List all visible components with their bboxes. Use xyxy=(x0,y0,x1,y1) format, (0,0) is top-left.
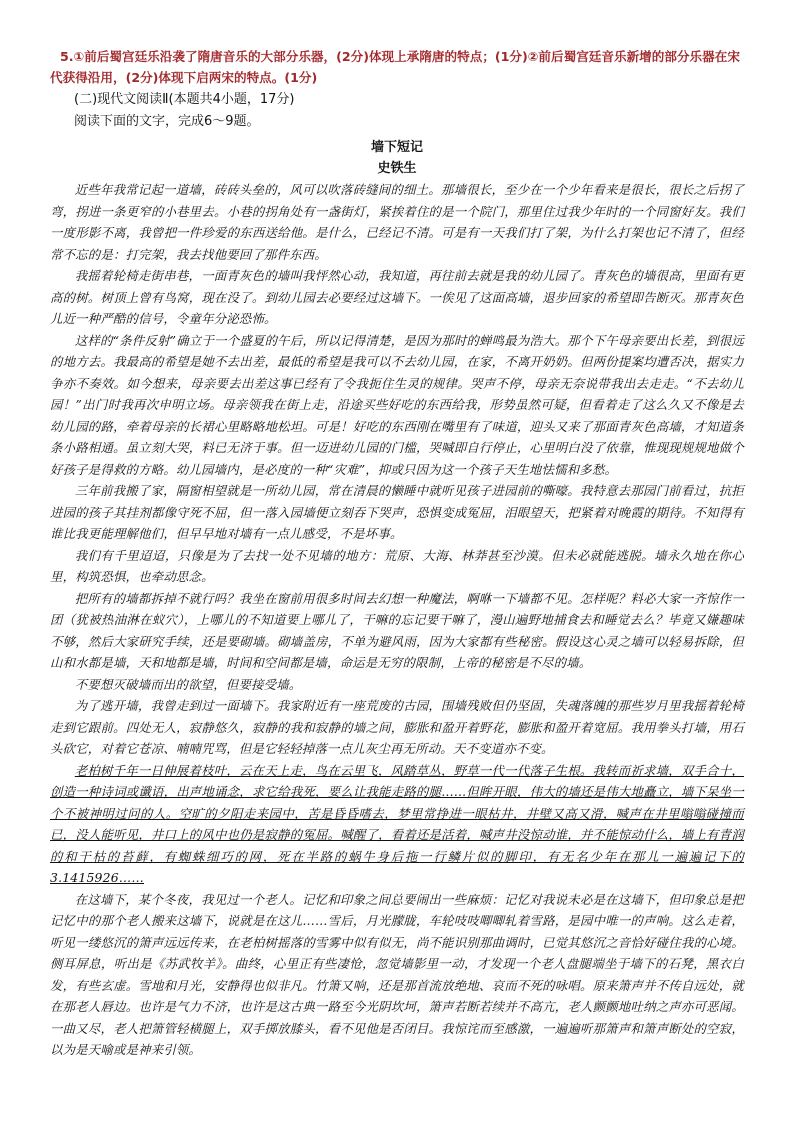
article-author: 史铁生 xyxy=(377,161,417,176)
answer-text: ①前后蜀宫廷乐沿袭了隋唐音乐的大部分乐器，(2分)体现上承隋唐的特点；(1分)②前后蜀宫廷音乐新增的部分乐器在宋代获得沿用，(2分)体现下启两宋的特点。(1分) xyxy=(50,49,740,85)
section-instruction: 阅读下面的文字，完成6～9题。 xyxy=(74,114,260,129)
answer-number: 5. xyxy=(60,49,74,64)
article-paragraph-4: 三年前我搬了家，隔窗相望就是一所幼儿园，常在清晨的懒睡中就听见孩子进园前的嘶嚎。我特意去那园门前看过，抗拒进园的孩子其挂剂都像守死不屈，但一落入园墙便立刻吞下哭声，恐惧变成冤屈，泪眼望天，把紧着对晚霞的期待。不知得有谁比我更能理解他们，但早早地对墙有一点儿感受，不是坏事。 xyxy=(50,483,744,541)
article-title: 墙下短记 xyxy=(370,140,423,155)
article-paragraph-2: 我摇着轮椅走街串巷，一面青灰色的墙叫我怦然心动，我知道，再往前去就是我的幼儿园了。青灰色的墙很高，里面有更高的树。树顶上曾有鸟窝，现在没了。到幼儿园去必要经过这墙下。一俟见了这面高墙，退步回家的希望即告断灭。那青灰色儿近一种严酷的信号，令童年分泌恐怖。 xyxy=(50,268,744,326)
article-paragraph-3: 这样的“条件反射”确立于一个盛夏的午后，所以记得清楚，是因为那时的蝉鸣最为浩大。那个下午母亲要出长差，到很远的地方去。我最高的希望是她不去出差，最低的希望是我可以不去幼儿园，在家，不离开奶奶。但两份提案均遭否决，据实力争亦不奏效。如今想来，母亲要去出差这事已经有了令我扼住生灵的规律。哭声不停，母亲无奈说带我出去走走。“不去幼儿园！”出门时我再次申明立场。母亲领我在街上走，沿途买些好吃的东西给我，形势虽然可疑，但看着走了这么久又不像是去幼儿园的路，牵着母亲的长裙心里略略地松坦。可是！好吃的东西刚在嘴里有了味道，迎头又来了那面青灰色高墙，才知道条条小路相通。虽立刻大哭，料已无济于事。但一迈进幼儿园的门槛，哭喊即自行停止，心里明白没了依靠，惟现现规规地做个好孩子是得救的方略。幼儿园墙内，是必度的一种“灾难”，抑或只因为这一个孩子天生地怯懦和多愁。 xyxy=(50,332,744,477)
article-paragraph-underlined: 老柏树千年一日伸展着枝叶，云在天上走，鸟在云里飞，风踏草丛，野草一代一代落子生根。我转而祈求墙，双手合十，创造一种诗词或谶语，出声地诵念，求它给我死，要么让我能走路的腿……但眸开眼，伟大的墙还是伟大地矗立，墙下呆坐一个不被神明过问的人。空旷的夕阳走来园中，苦是昏昏嗜去，梦里常挣进一眼枯井，井壁又高又滑，喊声在井里嗡嗡碰撞而已，没人能听见，井口上的风中也仍是寂静的冤屈。喊醒了，看着还是活着，喊声井没惊动谁，并不能惊动什么，墙上有青润的和干枯的苔藓，有蜘蛛细巧的网，死在半路的蜗牛身后拖一行鳞片似的脚印，有无名少年在那儿一遍遍记下的3.1415926…… xyxy=(50,762,744,885)
answer-paragraph xyxy=(50,46,744,88)
article-paragraph-8: 为了逃开墙，我曾走到过一面墙下。我家附近有一座荒废的古园，围墙残败但仍坚固，失魂落魄的那些岁月里我摇着轮椅走到它跟前。四处无人，寂静悠久，寂静的我和寂静的墙之间，膨胀和盈开着野花，膨胀和盈开着宽屈。我用拳头打墙，用石头砍它，对着它苍凉、喃喃咒骂，但是它轻轻掉落一点儿灰尘再无所动。天不变道亦不变。 xyxy=(50,698,744,756)
article-paragraph-7: 不要想灭破墙而出的欲望，但要接受墙。 xyxy=(74,676,302,692)
article-paragraph-5: 我们有千里迢迢，只像是为了去找一处不见墙的地方：荒原、大海、林莽甚至沙漠。但未必就能逃脱。墙永久地在你心里，构筑恐惧，也牵动思念。 xyxy=(50,547,744,584)
article-paragraph-6: 把所有的墙都拆掉不就行吗？我坐在窗前用很多时间去幻想一种魔法，啊咻一下墙都不见。怎样呢？料必大家一齐惊作一团（犹被热油淋在蚁穴），上哪儿的不知道要上哪儿了，干嘛的忘记要干嘛了，漫山遍野地捕食去和睡觉去么？毕竟又嫌趣味不够，然后大家研究手续，还是要砌墙。砌墙盖房，不单为避风雨，因为大家都有些秘密。假设这心灵之墙可以轻易拆除，但山和水都是墙，天和地都是墙，时间和空间都是墙，命运是无穷的限制，上帝的秘密是不尽的墙。 xyxy=(50,590,744,670)
section-heading: (二)现代文阅读Ⅱ(本题共4小题，17分) xyxy=(74,92,295,107)
article-paragraph-10: 在这墙下，某个冬夜，我见过一个老人。记忆和印象之间总要闹出一些麻烦：记忆对我说未必是在这墙下，但印象总是把记忆中的那个老人搬来这墙下，说就是在这儿……雪后，月光朦胧，车轮吱吱唧唧轧着雪路，是园中唯一的声响。这么走着，听见一缕悠沉的箫声远远传来，在老柏树摇落的雪雾中似有似无，尚不能识别那曲调时，已觉其悠沉之音恰好碰住我的心境。侧耳屏息，听出是《苏武牧羊》。曲终，心里正有些凄怆，忽觉墙影里一动，才发现一个老人盘腿端坐于墙下的石凳，黑衣白发，有些玄虚。雪地和月光，安静得也似非凡。竹箫又响，还是那首流放绝地、哀而不死的咏唱。原来箫声并不传自远处，就在那老人唇边。也许是气力不济，也许是这古典一路至今光阴坎坷，箫声若断若续并不高亢，老人颤颤地吐纳之声亦可恶闻。一曲又尽，老人把箫管轻横腿上，双手掷放膝头，看不见他是否闭目。我惊诧而至感激，一遍遍听那箫声和箫声断处的空寂，以为是天喻或是神来引领。 xyxy=(50,891,744,1057)
article-paragraph-1: 近些年我常记起一道墙，砖砖头垒的，风可以吹落砖缝间的细土。那墙很长，至少在一个少年看来是很长，很长之后拐了弯，拐进一条更窄的小巷里去。小巷的拐角处有一盏街灯，紧挨着住的是一个院门，那里住过我少年时的一个同窗好友。我们一度形影不离，我曾把一件珍爱的东西送给他。是什么，已经记不清。可是有一天我们打了架，为什么打架也记不清了，但经常不忘的是：打完架，我去找他要回了那件东西。 xyxy=(50,182,744,262)
exam-page xyxy=(50,46,744,1061)
